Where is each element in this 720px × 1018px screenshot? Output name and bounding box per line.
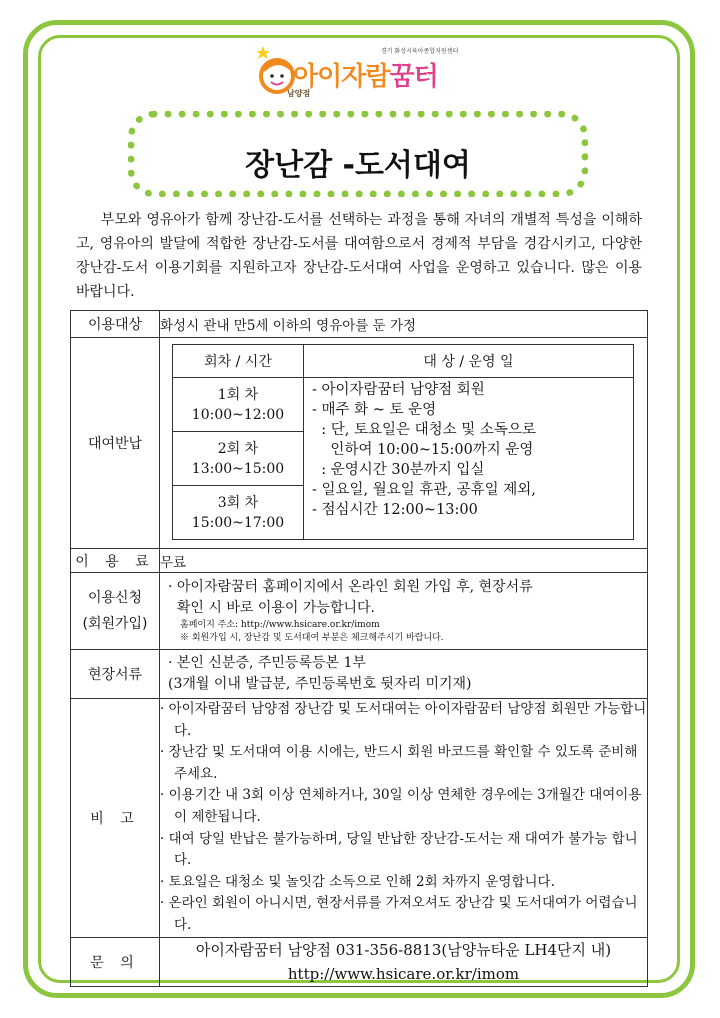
rental-schedule-table	[172, 344, 634, 540]
label-docs: 현장서류	[71, 650, 160, 699]
list-item: · 토요일은 대청소 및 놀잇감 소독으로 인해 2회 차까지 운영합니다.	[160, 873, 555, 890]
label-contact: 문 의	[71, 937, 160, 986]
logo	[255, 42, 485, 104]
list-item: · 온라인 회원이 아니시면, 현장서류를 가져오셔도 장난감 및 도서대여가 어렵습니다.	[160, 895, 638, 933]
row-docs	[71, 650, 648, 699]
row-apply	[71, 573, 648, 650]
info-table	[70, 310, 648, 987]
label-notes: 비 고	[71, 699, 160, 938]
org-name: 경기 화성시육아종합지원센터	[381, 48, 459, 55]
value-apply: · 아이자람꿈터 홈페이지에서 온라인 회원 가입 후, 현장서류 확인 시 바로 이용이 가능합니다. 홈페이지 주소: http://www.hsicare.or.kr/imom ※ 회원가입 시, 장난감 및 도서대여 부분은 체크해주시기 바랍니다.	[160, 573, 648, 650]
row-rental	[71, 338, 648, 549]
label-apply: 이용신청 (회원가입)	[71, 573, 160, 650]
value-docs: · 본인 신분증, 주민등록등본 1부 (3개월 이내 발급분, 주민등록번호 뒷자리 미기재)	[160, 650, 648, 699]
logo-branch: 남양점	[287, 89, 311, 98]
list-item: · 이용기간 내 3회 이상 연체하거나, 30일 이상 연체한 경우에는 3개월간 대여이용이 제한됩니다.	[160, 787, 642, 825]
intro-paragraph: 부모와 영유아가 함께 장난감-도서를 선택하는 과정을 통해 자녀의 개별적 특성을 이해하고, 영유아의 발달에 적합한 장난감-도서를 대여함으로서 경제적 부담을 경감시키고, 다양한 장난감-도서 이용기회를 지원하고자 장난감-도서대여 사업을 운영하고 있습니다. 많은 이용 바랍니다.	[76, 212, 642, 300]
label-fee: 이 용 료	[71, 549, 160, 573]
value-target: 화성시 관내 만5세 이하의 영유아를 둔 가정	[160, 311, 648, 338]
list-item: · 대여 당일 반납은 불가능하며, 당일 반납한 장난감-도서는 재 대여가 불가능 합니다.	[160, 830, 638, 869]
title-box	[128, 111, 588, 197]
list-item: · 장난감 및 도서대여 이용 시에는, 반드시 회원 바코드를 확인할 수 있도록 준비해주세요.	[160, 744, 638, 782]
row-fee	[71, 549, 648, 573]
label-rental: 대여반납	[71, 338, 160, 549]
slot-2: 2회 차 13:00~15:00	[173, 432, 304, 486]
logo-text: 아이자람꿈터	[293, 62, 438, 92]
page-title: 장난감 -도서대여	[245, 148, 471, 183]
head-time: 회차 / 시간	[173, 345, 304, 378]
rental-info: - 아이자람꿈터 남양점 회원 - 매주 화 ~ 토 운영 : 단, 토요일은 대청소 및 소독으로 인하여 10:00~15:00까지 운영 : 운영시간 30분까지 입실 - 일요일, 월요일 휴관, 공휴일 제외, - 점심시간 12:00~13:00	[304, 378, 634, 540]
slot-1: 1회 차 10:00~12:00	[173, 378, 304, 432]
notes-list	[160, 699, 648, 938]
value-fee: 무료	[160, 549, 648, 573]
row-target	[71, 311, 648, 338]
label-target: 이용대상	[71, 311, 160, 338]
value-contact: 아이자람꿈터 남양점 031-356-8813(남양뉴타운 LH4단지 내) http://www.hsicare.or.kr/imom	[160, 937, 648, 986]
list-item: · 아이자람꿈터 남양점 장난감 및 도서대여는 아이자람꿈터 남양점 회원만 가능합니다.	[160, 701, 647, 739]
slot-3: 3회 차 15:00~17:00	[173, 486, 304, 540]
row-contact	[71, 937, 648, 986]
head-info: 대 상 / 운영 일	[304, 345, 634, 378]
row-notes	[71, 699, 648, 938]
